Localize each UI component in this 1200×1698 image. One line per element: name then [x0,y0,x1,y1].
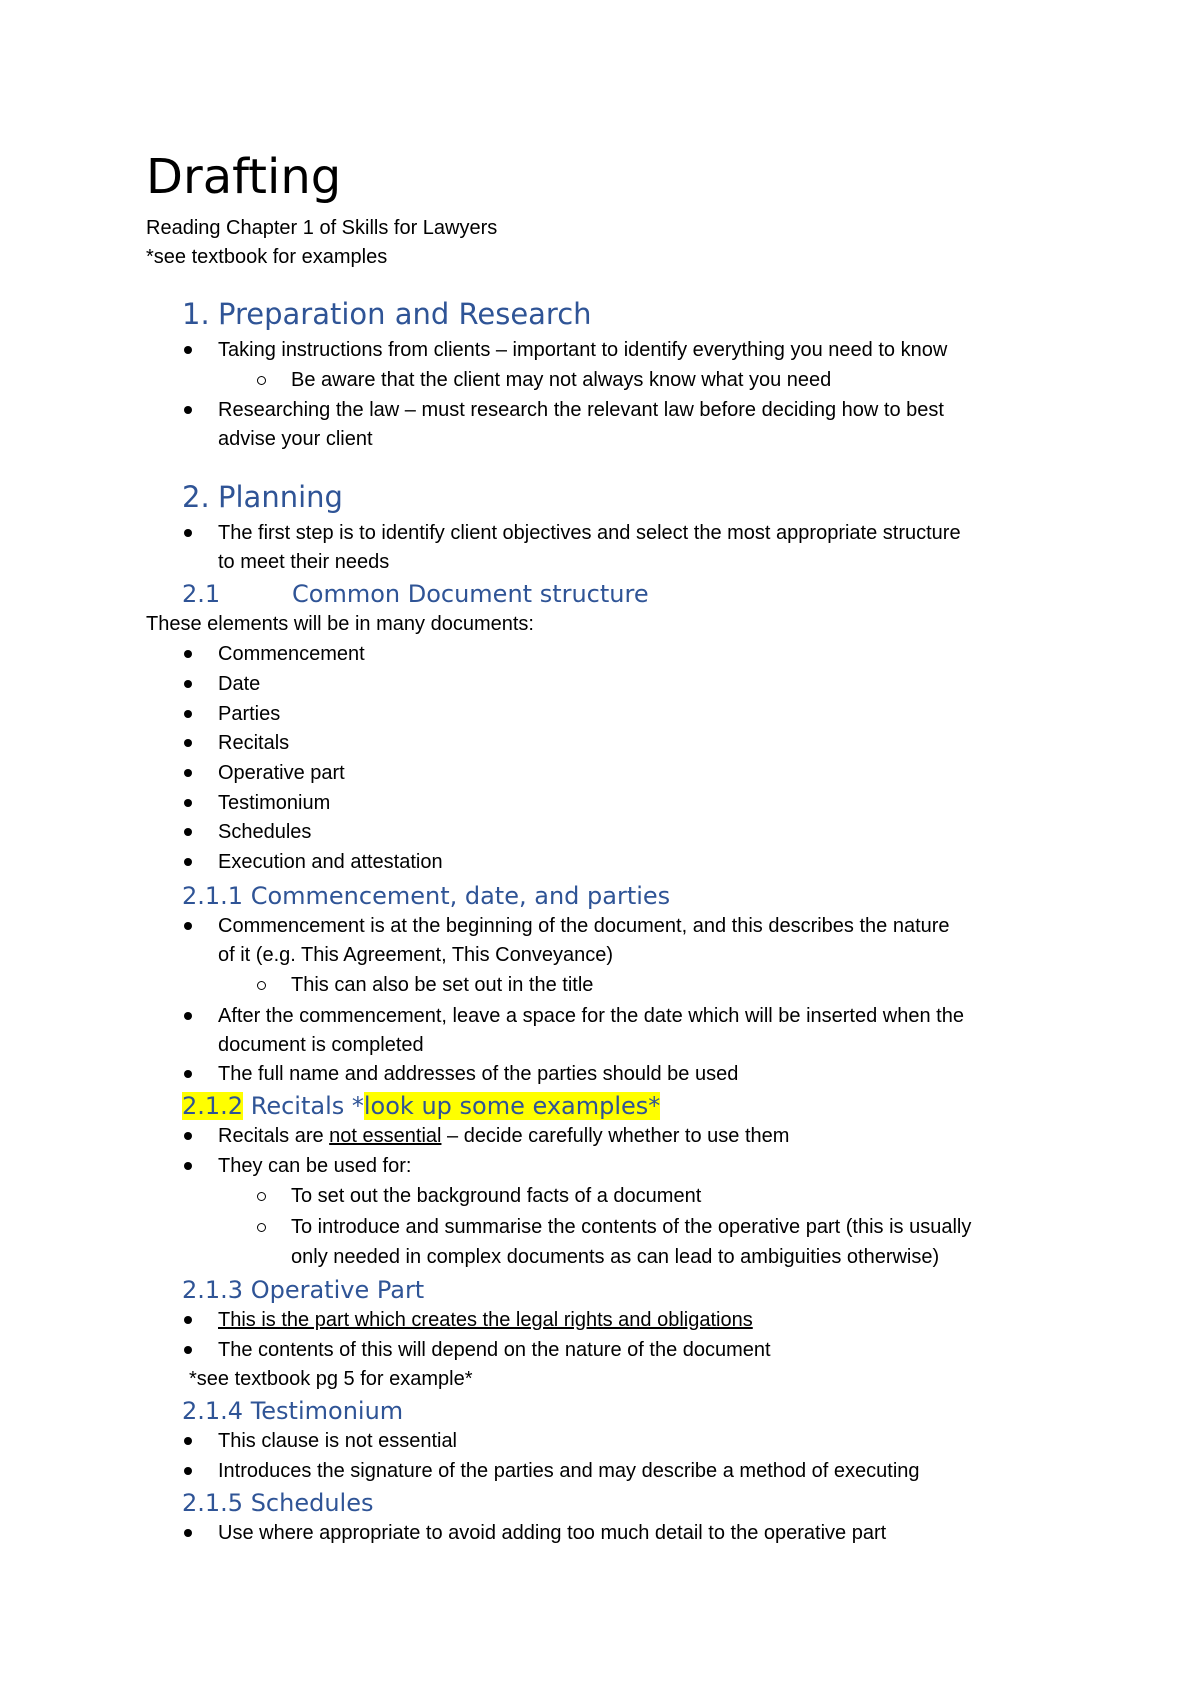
underlined-text: not essential [329,1125,442,1147]
list-item: Use where appropriate to avoid adding too much detail to the operative part [218,1522,887,1544]
list-item: Commencement is at the beginning of the document, and this describes the nature [218,915,950,937]
section-2-heading: Planning [218,480,343,514]
list-item: Execution and attestation [218,851,443,873]
sub-list-item: To set out the background facts of a document [291,1185,702,1207]
section-2-1-4-heading: 2.1.4 Testimonium [182,1397,404,1425]
section-2-1-5-heading: 2.1.5 Schedules [182,1489,374,1517]
section-2-1-intro: These elements will be in many documents: [146,613,534,635]
list-item: Recitals [218,732,290,754]
list-item: After the commencement, leave a space for the date which will be inserted when the [218,1005,964,1027]
section-2-1-1-heading: 2.1.1 Commencement, date, and parties [182,882,671,910]
subtitle-line-1: Reading Chapter 1 of Skills for Lawyers [146,217,498,239]
list-item: The first step is to identify client objectives and select the most appropriate structure [218,522,961,544]
section-2-1-3-note: *see textbook pg 5 for example* [189,1368,473,1390]
section-2-number: 2. [182,480,210,514]
recitals-heading-text: Recitals * [250,1092,364,1120]
list-item: They can be used for: [218,1155,412,1177]
list-item: Operative part [218,762,345,784]
list-item-continuation: document is completed [218,1034,424,1056]
list-item: Commencement [218,643,365,665]
section-2-1-2-heading [182,1094,660,1118]
list-item-continuation: advise your client [218,428,373,450]
list-item-continuation: of it (e.g. This Agreement, This Conveyance) [218,944,614,966]
section-2-1-number: 2.1 [182,580,221,608]
list-item: Researching the law – must research the relevant law before deciding how to best [218,399,944,421]
list-item [218,1126,789,1146]
section-1-heading: Preparation and Research [218,297,592,331]
list-item: Parties [218,703,281,725]
text-span: – decide carefully whether to use them [441,1125,790,1147]
list-item: This is the part which creates the legal rights and obligations [218,1309,753,1331]
document-title: Drafting [146,149,342,205]
list-item: This clause is not essential [218,1430,458,1452]
section-1-number: 1. [182,297,210,331]
list-item: Schedules [218,821,312,843]
text-span: Recitals are [218,1125,330,1147]
list-item: Date [218,673,261,695]
list-item: Taking instructions from clients – important to identify everything you need to know [218,339,948,361]
list-item: Introduces the signature of the parties and may describe a method of executing [218,1460,920,1482]
list-item: The full name and addresses of the parties should be used [218,1063,739,1085]
highlighted-note: look up some examples* [363,1092,661,1120]
sub-list-item-continuation: only needed in complex documents as can lead to ambiguities otherwise) [291,1246,940,1268]
sub-list-item: This can also be set out in the title [291,974,594,996]
highlighted-number: 2.1.2 [182,1092,244,1120]
list-item: Testimonium [218,792,331,814]
sub-list-item: Be aware that the client may not always know what you need [291,369,832,391]
list-item: The contents of this will depend on the nature of the document [218,1339,771,1361]
sub-list-item: To introduce and summarise the contents of the operative part (this is usually [291,1216,972,1238]
section-2-1-heading: Common Document structure [292,580,649,608]
section-2-1-3-heading: 2.1.3 Operative Part [182,1276,425,1304]
subtitle-line-2: *see textbook for examples [146,246,388,268]
list-item-continuation: to meet their needs [218,551,390,573]
